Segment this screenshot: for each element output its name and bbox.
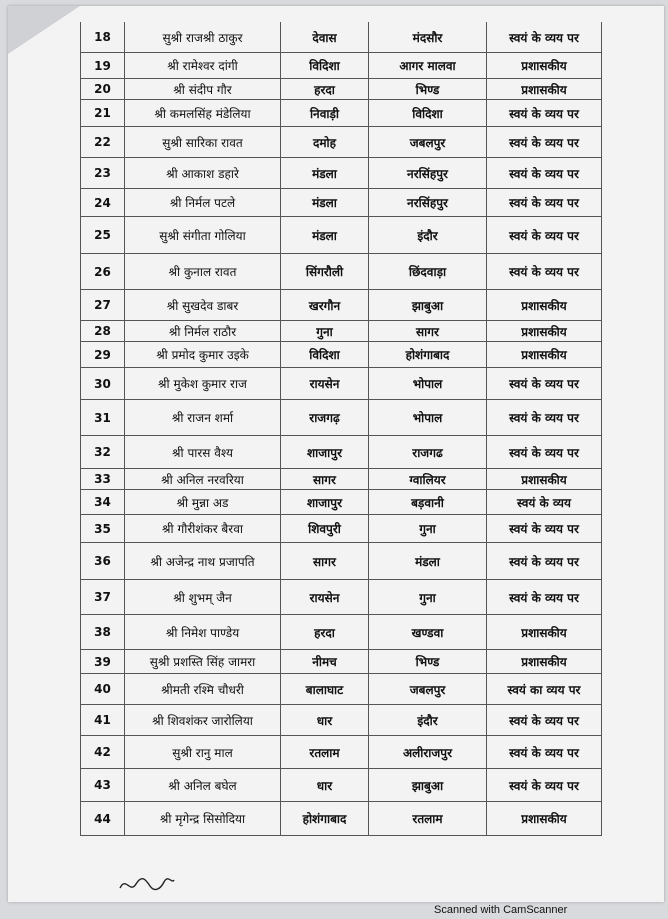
employee-name: सुश्री रानु माल — [124, 736, 280, 768]
signature-mark — [116, 872, 176, 896]
to-district: इंदौर — [368, 217, 486, 253]
to-district: आगर मालवा — [368, 53, 486, 78]
transfer-basis: स्वयं के व्यय पर — [486, 543, 602, 579]
employee-name: श्री शिवशंकर जारोलिया — [124, 705, 280, 735]
to-district: होशंगाबाद — [368, 342, 486, 367]
table-row — [80, 736, 602, 769]
transfer-basis: स्वयं के व्यय पर — [486, 127, 602, 157]
employee-name: श्री पारस वैश्य — [124, 436, 280, 468]
table-row — [80, 100, 602, 127]
row-number: 21 — [80, 100, 124, 126]
transfer-basis: स्वयं के व्यय पर — [486, 515, 602, 542]
transfer-basis: प्रशासकीय — [486, 469, 602, 489]
table-row — [80, 368, 602, 400]
transfer-basis: प्रशासकीय — [486, 342, 602, 367]
employee-name: श्री गौरीशंकर बैरवा — [124, 515, 280, 542]
employee-name: श्री मुन्ना अड — [124, 490, 280, 514]
employee-name: श्री रामेश्वर दांगी — [124, 53, 280, 78]
row-number: 27 — [80, 290, 124, 320]
table-row — [80, 615, 602, 650]
row-number: 23 — [80, 158, 124, 188]
employee-name: सुश्री सारिका रावत — [124, 127, 280, 157]
table-row — [80, 802, 602, 836]
employee-name: श्री निमेश पाण्डेय — [124, 615, 280, 649]
transfer-basis: प्रशासकीय — [486, 321, 602, 341]
table-row — [80, 705, 602, 736]
row-number: 30 — [80, 368, 124, 399]
to-district: राजगढ — [368, 436, 486, 468]
row-number: 42 — [80, 736, 124, 768]
row-number: 29 — [80, 342, 124, 367]
to-district: खण्डवा — [368, 615, 486, 649]
table-row — [80, 53, 602, 79]
transfer-basis: स्वयं के व्यय पर — [486, 736, 602, 768]
row-number: 43 — [80, 769, 124, 801]
transfer-basis: प्रशासकीय — [486, 615, 602, 649]
page-fold-corner — [8, 6, 80, 54]
row-number: 31 — [80, 400, 124, 435]
from-district: रतलाम — [280, 736, 368, 768]
from-district: सिंगरौली — [280, 254, 368, 289]
transfer-basis: स्वयं के व्यय पर — [486, 368, 602, 399]
employee-name: श्रीमती रश्मि चौधरी — [124, 674, 280, 704]
row-number: 32 — [80, 436, 124, 468]
from-district: गुना — [280, 321, 368, 341]
from-district: बालाघाट — [280, 674, 368, 704]
employee-name: श्री अजेन्द्र नाथ प्रजापति — [124, 543, 280, 579]
table-row — [80, 469, 602, 490]
table-row — [80, 189, 602, 217]
to-district: ग्वालियर — [368, 469, 486, 489]
row-number: 25 — [80, 217, 124, 253]
transfer-basis: स्वयं के व्यय पर — [486, 100, 602, 126]
employee-name: श्री अनिल नरवरिया — [124, 469, 280, 489]
transfer-basis: प्रशासकीय — [486, 290, 602, 320]
from-district: शाजापुर — [280, 490, 368, 514]
from-district: नीमच — [280, 650, 368, 673]
transfer-basis: स्वयं का व्यय पर — [486, 674, 602, 704]
employee-name: श्री मृगेन्द्र सिसोदिया — [124, 802, 280, 835]
employee-name: श्री प्रमोद कुमार उइके — [124, 342, 280, 367]
transfer-basis: प्रशासकीय — [486, 802, 602, 835]
to-district: नरसिंहपुर — [368, 189, 486, 216]
employee-name: श्री सुखदेव डाबर — [124, 290, 280, 320]
row-number: 20 — [80, 79, 124, 99]
from-district: मंडला — [280, 158, 368, 188]
row-number: 24 — [80, 189, 124, 216]
table-row — [80, 22, 602, 53]
to-district: झाबुआ — [368, 290, 486, 320]
to-district: नरसिंहपुर — [368, 158, 486, 188]
to-district: रतलाम — [368, 802, 486, 835]
employee-name: श्री आकाश डहारे — [124, 158, 280, 188]
to-district: भोपाल — [368, 400, 486, 435]
row-number: 44 — [80, 802, 124, 835]
to-district: गुना — [368, 580, 486, 614]
row-number: 33 — [80, 469, 124, 489]
to-district: सागर — [368, 321, 486, 341]
row-number: 36 — [80, 543, 124, 579]
row-number: 37 — [80, 580, 124, 614]
transfer-basis: स्वयं के व्यय पर — [486, 769, 602, 801]
to-district: मंदसौर — [368, 22, 486, 52]
row-number: 22 — [80, 127, 124, 157]
transfer-basis: प्रशासकीय — [486, 53, 602, 78]
to-district: भिण्ड — [368, 79, 486, 99]
from-district: सागर — [280, 543, 368, 579]
employee-name: श्री निर्मल पटले — [124, 189, 280, 216]
to-district: भिण्ड — [368, 650, 486, 673]
table-row — [80, 580, 602, 615]
from-district: होशंगाबाद — [280, 802, 368, 835]
from-district: शिवपुरी — [280, 515, 368, 542]
employee-name: श्री संदीप गौर — [124, 79, 280, 99]
from-district: रायसेन — [280, 368, 368, 399]
to-district: भोपाल — [368, 368, 486, 399]
from-district: हरदा — [280, 79, 368, 99]
row-number: 18 — [80, 22, 124, 52]
to-district: बड़वानी — [368, 490, 486, 514]
transfer-basis: स्वयं के व्यय पर — [486, 705, 602, 735]
employee-name: श्री कुनाल रावत — [124, 254, 280, 289]
from-district: धार — [280, 769, 368, 801]
table-row — [80, 321, 602, 342]
table-row — [80, 674, 602, 705]
scanner-watermark: Scanned with CamScanner — [434, 904, 568, 916]
from-district: देवास — [280, 22, 368, 52]
to-district: मंडला — [368, 543, 486, 579]
from-district: हरदा — [280, 615, 368, 649]
table-row — [80, 515, 602, 543]
to-district: जबलपुर — [368, 674, 486, 704]
table-row — [80, 543, 602, 580]
from-district: दमोह — [280, 127, 368, 157]
transfer-basis: प्रशासकीय — [486, 79, 602, 99]
row-number: 39 — [80, 650, 124, 673]
employee-name: श्री निर्मल राठौर — [124, 321, 280, 341]
from-district: मंडला — [280, 217, 368, 253]
transfer-basis: स्वयं के व्यय पर — [486, 580, 602, 614]
from-district: शाजापुर — [280, 436, 368, 468]
table-row — [80, 217, 602, 254]
employee-name: सुश्री प्रशस्ति सिंह जामरा — [124, 650, 280, 673]
row-number: 38 — [80, 615, 124, 649]
transfer-basis: स्वयं के व्यय — [486, 490, 602, 514]
transfer-basis: स्वयं के व्यय पर — [486, 400, 602, 435]
table-row — [80, 290, 602, 321]
transfer-basis: स्वयं के व्यय पर — [486, 436, 602, 468]
transfer-basis: स्वयं के व्यय पर — [486, 22, 602, 52]
transfer-basis: स्वयं के व्यय पर — [486, 158, 602, 188]
table-row — [80, 158, 602, 189]
table-row — [80, 127, 602, 158]
row-number: 35 — [80, 515, 124, 542]
employee-name: सुश्री संगीता गोलिया — [124, 217, 280, 253]
table-row — [80, 490, 602, 515]
from-district: मंडला — [280, 189, 368, 216]
from-district: निवाड़ी — [280, 100, 368, 126]
row-number: 34 — [80, 490, 124, 514]
transfer-basis: प्रशासकीय — [486, 650, 602, 673]
row-number: 40 — [80, 674, 124, 704]
to-district: इंदौर — [368, 705, 486, 735]
to-district: जबलपुर — [368, 127, 486, 157]
employee-name: सुश्री राजश्री ठाकुर — [124, 22, 280, 52]
row-number: 28 — [80, 321, 124, 341]
employee-name: श्री मुकेश कुमार राज — [124, 368, 280, 399]
from-district: विदिशा — [280, 342, 368, 367]
table-row — [80, 650, 602, 674]
table-row — [80, 254, 602, 290]
to-district: झाबुआ — [368, 769, 486, 801]
from-district: विदिशा — [280, 53, 368, 78]
row-number: 26 — [80, 254, 124, 289]
table-row — [80, 436, 602, 469]
transfer-basis: स्वयं के व्यय पर — [486, 217, 602, 253]
from-district: सागर — [280, 469, 368, 489]
employee-name: श्री अनिल बघेल — [124, 769, 280, 801]
from-district: रायसेन — [280, 580, 368, 614]
transfer-table — [80, 22, 602, 836]
from-district: खरगौन — [280, 290, 368, 320]
table-row — [80, 400, 602, 436]
transfer-basis: स्वयं के व्यय पर — [486, 189, 602, 216]
employee-name: श्री शुभम् जैन — [124, 580, 280, 614]
employee-name: श्री राजन शर्मा — [124, 400, 280, 435]
transfer-basis: स्वयं के व्यय पर — [486, 254, 602, 289]
employee-name: श्री कमलसिंह मंडेलिया — [124, 100, 280, 126]
to-district: गुना — [368, 515, 486, 542]
to-district: छिंदवाड़ा — [368, 254, 486, 289]
table-row — [80, 769, 602, 802]
to-district: विदिशा — [368, 100, 486, 126]
table-row — [80, 342, 602, 368]
to-district: अलीराजपुर — [368, 736, 486, 768]
row-number: 19 — [80, 53, 124, 78]
table-row — [80, 79, 602, 100]
from-district: राजगढ़ — [280, 400, 368, 435]
row-number: 41 — [80, 705, 124, 735]
from-district: धार — [280, 705, 368, 735]
